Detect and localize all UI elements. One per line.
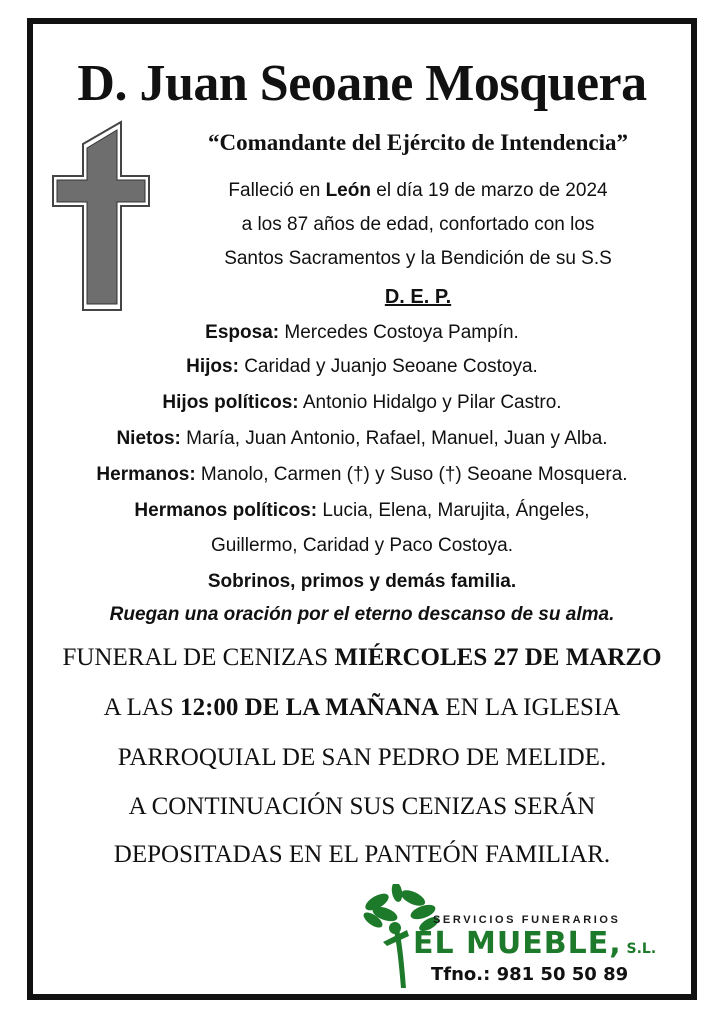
- logo-phone: Tfno.: 981 50 50 89: [431, 964, 629, 985]
- logo-brand: EL MUEBLE, S.L.: [413, 926, 657, 961]
- family-line-nietos: Nietos: María, Juan Antonio, Rafael, Manuel, Juan y Alba.: [116, 428, 608, 449]
- notice-frame: [27, 18, 697, 1000]
- death-line-1: Falleció en León el día 19 de marzo de 2024: [228, 180, 608, 201]
- death-line-2: a los 87 años de edad, confortado con los: [241, 214, 595, 235]
- death-line-3: Santos Sacramentos y la Bendición de su S.S: [224, 248, 612, 269]
- funeral-line-2: A LAS 12:00 DE LA MAÑANA EN LA IGLESIA: [103, 694, 621, 721]
- deceased-name: D. Juan Seoane Mosquera: [77, 55, 647, 112]
- family-line-hermanos-politicos: Hermanos políticos: Lucia, Elena, Marujita, Ángeles,: [134, 500, 590, 521]
- prayer-request: Ruegan una oración por el eterno descanso de su alma.: [109, 604, 615, 625]
- funeral-line-1: FUNERAL DE CENIZAS MIÉRCOLES 27 DE MARZO: [62, 644, 662, 671]
- family-line-hijos: Hijos: Caridad y Juanjo Seoane Costoya.: [186, 356, 538, 377]
- family-line-sobrinos: Sobrinos, primos y demás familia.: [207, 571, 517, 592]
- funeral-line-3: PARROQUIAL DE SAN PEDRO DE MELIDE.: [117, 744, 607, 771]
- family-line-hijos-politicos: Hijos políticos: Antonio Hidalgo y Pilar Castro.: [162, 392, 562, 413]
- logo-subtitle: SERVICIOS FUNERARIOS: [433, 914, 621, 926]
- funeral-line-5: DEPOSITADAS EN EL PANTEÓN FAMILIAR.: [113, 841, 611, 868]
- funeral-line-4: A CONTINUACIÓN SUS CENIZAS SERÁN: [128, 793, 596, 820]
- family-line-hermanos-politicos-cont: Guillermo, Caridad y Paco Costoya.: [210, 535, 513, 556]
- family-line-hermanos: Hermanos: Manolo, Carmen (†) y Suso (†) Seoane Mosquera.: [96, 464, 628, 485]
- funeral-home-logo: [363, 884, 683, 989]
- family-line-esposa: Esposa: Mercedes Costoya Pampín.: [205, 322, 519, 343]
- dep-heading: D. E. P.: [384, 286, 452, 308]
- cross-icon: [47, 114, 151, 314]
- rank-title: “Comandante del Ejército de Intendencia”: [208, 130, 628, 155]
